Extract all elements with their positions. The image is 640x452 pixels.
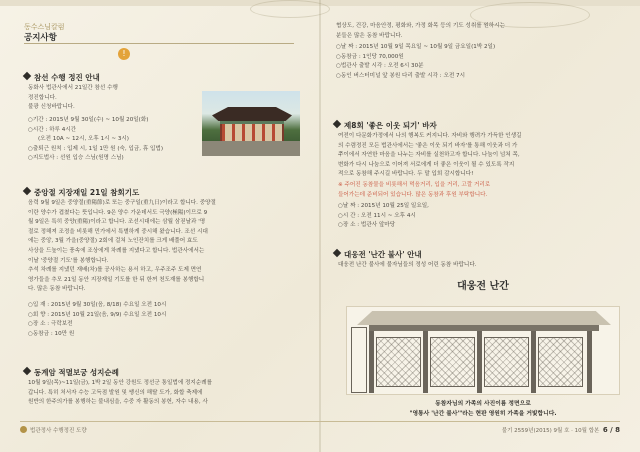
section-body: 협상도, 건강, 마음안정, 평화와, 가정 화목 등의 기도 성취를 원하시는 분들은 많은 동참 바랍니다. (336, 23, 506, 39)
section-body: 음력 9월 9일은 중양절(重陽節)로 또는 중구일(重九日)이라고 합니다. 중양절 이란 양수가 겹쳤다는 뜻입니다. 9은 양수 가운데서도 극양(極陽)이므로 9 월 9일은 특히 중양(重陽)이라고 합니다. 조선시대에는 삼월 삼짇날과 '명 절로 정해져 조정을 비롯해 민가에서 특별하게 중시해 왔습니다. 조선 시대 에는 중앙, 3월 가을(중양절) 2회에 걸쳐 노인잔치를 크게 배풀어 효도 사상을 드높이는 풍속에 조상에게 차례를 지냈다고 합니다. 법관사에서는 이날 '중양절 기도'를 봉행합니다. 추석 차례를 지냈던 재배(차)를 공사하는 용서 하고, 우주조주 도제 면연 영가들을 추모 21일 동안 지장재일 기도를 한 뒤 한꺼 천도재를 봉행합니 다. 많은 동참 바랍니다. (28, 200, 216, 293)
section-body: 동화사 법관사에서 21일간 참선 수행 정진합니다. 불광 신청바랍니다. (28, 85, 118, 111)
section-title: 참선 수행 정진 안내 (24, 72, 100, 83)
diagram-caption: 동참자님의 가족의 사진이름 정면으로 "영통사 '난간 불사'"라는 현판 영원히 가족을 거빛합니다. (409, 401, 557, 417)
page-number: 6 / 8 (602, 426, 620, 434)
section-title: 제8회 '좋은 이웃 되기' 바자 (334, 120, 437, 131)
info-list: ○날 짜 : 2015년 10월 9일 목요일 ~ 10월 9일 금요일(1박 2일) ○동참금 : 1인당 70,000원 ○법관사 출발 시각 : 오전 6시 30분 ○동인 버스터미널 앞 봉원 다리 출발 시각 : 오전 7시 (336, 44, 496, 79)
info-list: ○기간 : 2015년 9월 30일(수) ~ 10월 20일(화) ○시간 : 하루 4시간 (오전 10A ~ 12시, 오후 1시 ~ 3시) ○출퇴근 원칙 : 입제 시, 1일 1만 원 (숙, 입금, 휴 입법) ○지도법사 : 선원 입승 스님(원명 스님) (28, 117, 164, 162)
diamond-icon (333, 120, 341, 128)
footer-divider (20, 421, 620, 422)
diamond-icon (23, 72, 31, 80)
diamond-icon (333, 249, 341, 257)
page-spine (319, 0, 321, 452)
section-title: 대웅전 '난간 불사' 안내 (334, 249, 422, 260)
exclamation-icon: ! (118, 48, 130, 60)
footer-right: 불기 2559년(2015) 9월 호 · 10월 합본 6 / 8 (501, 426, 620, 434)
section-body: 대웅전 난간 불사에 불자님들의 정성 어린 동참 바랍니다. (338, 262, 477, 268)
diagram-title: 대웅전 난간 (457, 281, 509, 292)
footer-left: 법관정사 수행정진 도량 (20, 426, 87, 434)
info-list: ○날 짜 : 2015년 10월 25일 일요일, ○시 간 : 오전 11시 ~ 오후 4시 ○장 소 : 법관사 앞마당 (338, 203, 429, 229)
diamond-icon (23, 367, 31, 375)
section-body: 10월 9일(목)~11일(금), 1박 2일 동안 강원도 정선군 통일법에 정지순례를 갑니다. 특히 처서자 수능 고득점 발원 및 쌩신의 해탈 도가, 화합 축제에 원반의 한주의가를 봉행하는 불내심을, 수중 자 활동의 봉헌, 자수 내용, 사 (28, 380, 213, 406)
header-divider (24, 43, 294, 44)
page-title: 공지사항 (24, 33, 57, 43)
cloud-decoration (250, 0, 330, 18)
railing-diagram (346, 281, 620, 395)
emblem-icon (20, 426, 27, 433)
section-title: 중앙절 지장재일 21일 참회기도 (24, 187, 139, 198)
section-category: 동수스님칼럼 (24, 23, 65, 31)
notice-text: ※ 주어진 동참물을 비롯해서 먹음거리, 입을 거리, 고깔 거리로 들어가는데 준비되어 있습니다. 많은 동참과 후원 부탁합니다. (338, 182, 491, 198)
info-list: ○입 재 : 2015년 9월 30일(음, 8/18) 수요일 오전 10시 ○회 향 : 2015년 10월 21일(음, 9/9) 수요일 오전 10시 ○장 소 : 극락보전 ○동참금 : 10만 원 (28, 302, 167, 337)
section-title: 동계암 적멸보궁 성지순례 (24, 367, 119, 378)
diamond-icon (23, 187, 31, 195)
section-body: 여전이 다문화가정에서 나의 행복도 커지니다. 자비와 행려가 가득한 인생길 의 수렴정진 모든 법관사에서는 '좋은 이웃 되기 바자'를 통해 이웃과 더 가 쭈이에서 자연한 마음을 나누는 자비를 실천하고자 합니다. 나눔이 넘쳐 목, 변화가 다시 나눔으로 이어져 서로에게 더 좋은 이웃이 될 수 있도록 작지 적으로 동참해 주시길 바랍니다. 두 말 입희 감시합니다! (338, 133, 522, 178)
temple-photo (202, 91, 300, 156)
